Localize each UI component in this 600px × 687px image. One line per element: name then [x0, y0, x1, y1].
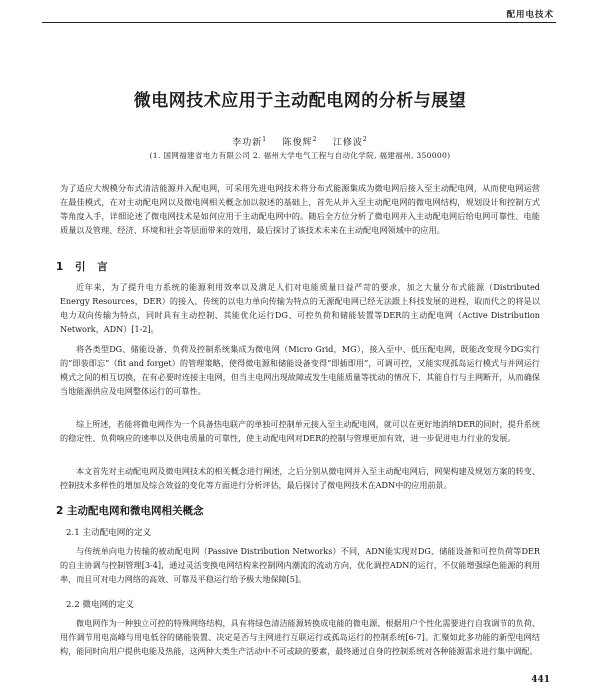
body-paragraph: 与传统单向电力传输的被动配电网（Passive Distribution Networks）不同，ADN能实现对DG、储能设备和可控负荷等DER的自主协调与控制管理[3-4]，通过灵活变换电网结构来控制网内潮流的流动方向，优化调控ADN的运行，不仅能增强绿色能源的利用率，而且可对电力网络的高效、可靠及平稳运行给予极大地保障[5]。	[60, 546, 540, 584]
subsection-heading-mg-definition: 2.2 微电网的定义	[66, 600, 134, 610]
author-name: 李功新	[232, 138, 263, 148]
subsection-heading-adn-definition: 2.1 主动配电网的定义	[66, 528, 152, 538]
section-heading-concepts: 2 主动配电网和微电网相关概念	[56, 505, 204, 517]
page-number: 441	[531, 675, 550, 685]
body-paragraph: 综上所述，若能将微电网作为一个具备热电联产的单独可控制单元接入至主动配电网，就可以在更好地消纳DER的同时，提升系统的稳定性、负荷响应的速率以及供电质量的可靠性，使主动配电网对DER的控制与管理更加有效，进一步促进电力行业的发展。	[60, 419, 540, 443]
running-header: 配用电技术	[506, 10, 554, 20]
body-paragraph: 微电网作为一种独立可控的特殊网络结构，具有将绿色清洁能源转换成电能的微电源、根据用户个性化需要进行自我调节的负荷、用作调节用电高峰与用电低谷的储能装置、决定是否与主网进行互联运行或孤岛运行的控制系统[6-7]。汇聚如此多功能的新型电网结构，能同时向用户提供电能及热能，这两种大类生产活动中不可或缺的要素，最终通过自身的控制系统对各种能源需求进行集中调配。	[60, 618, 540, 656]
abstract: 为了适应大规模分布式清洁能源并入配电网，可采用先进电网技术将分布式能源集成为微电网后接入至主动配电网，从而使电网运营在最佳模式，在对主动配电网以及微电网相关概念加以叙述的基础上，首先从并入至主动配电网的微电网结构，规划设计和控制方式等角度入手，详细论述了微电网技术是如何应用于主动配电网中的。随后全方位分析了微电网并入主动配电网后给电网可靠性、电能质量以及管理、经济、环境和社会等层面带来的效用，最后探讨了该技术未来在主动配电网领域中的应用。	[60, 183, 540, 235]
article-title: 微电网技术应用于主动配电网的分析与展望	[133, 91, 467, 111]
author-name: 陈俊辉	[282, 138, 313, 148]
author-mark: 1	[262, 136, 268, 143]
body-paragraph: 将各类型DG、储能设备、负荷及控制系统集成为微电网（Micro Grid，MG），接入至中、低压配电网，既能改变现今DG实行的“即装即忘”（fit and forget）的管理策略，使得微电源和储能设备变得“即插即用”，可调可控，又能实现孤岛运行模式与并网运行模式之间的相互切换，在有必要时连接主电网，但当主电网出现故障或发生电能质量等扰动的情况下，其能自行与主网断开，从而确保当地能源供应及电网整体运行的可靠性。	[60, 344, 540, 396]
affiliation: (1. 国网福建省电力有限公司 2. 福州大学电气工程与自动化学院, 福建福州, 350000)	[149, 151, 451, 160]
section-heading-introduction: 1 引 言	[56, 261, 112, 273]
body-paragraph: 本文首先对主动配电网及微电网技术的相关概念进行阐述，之后分别从微电网并入至主动配电网后，网架构建及规划方案的转变、控制技术多样性的增加及综合效益的变化等方面进行分析评估，最后探讨了微电网技术在ADN中的应用前景。	[60, 466, 540, 490]
author-line	[0, 135, 600, 148]
author-name: 江修波	[332, 138, 363, 148]
author-mark: 2	[362, 136, 368, 143]
author-mark: 2	[312, 136, 318, 143]
header-rule	[42, 22, 556, 23]
body-paragraph: 近年来，为了提升电力系统的能源利用效率以及满足人们对电能质量日益严苛的要求，加之大量分布式能源（Distributed Energy Resources，DER）的接入，传统的以电力单向传输为特点的无源配电网已经无法跟上科技发展的进程，取而代之的将是以电力双向传输为特点，同时具有主动控制、其能优化运行DG、可控负荷和储能装置等DER的主动配电网（Active Distribution Network，ADN）[1-2]。	[60, 282, 540, 334]
